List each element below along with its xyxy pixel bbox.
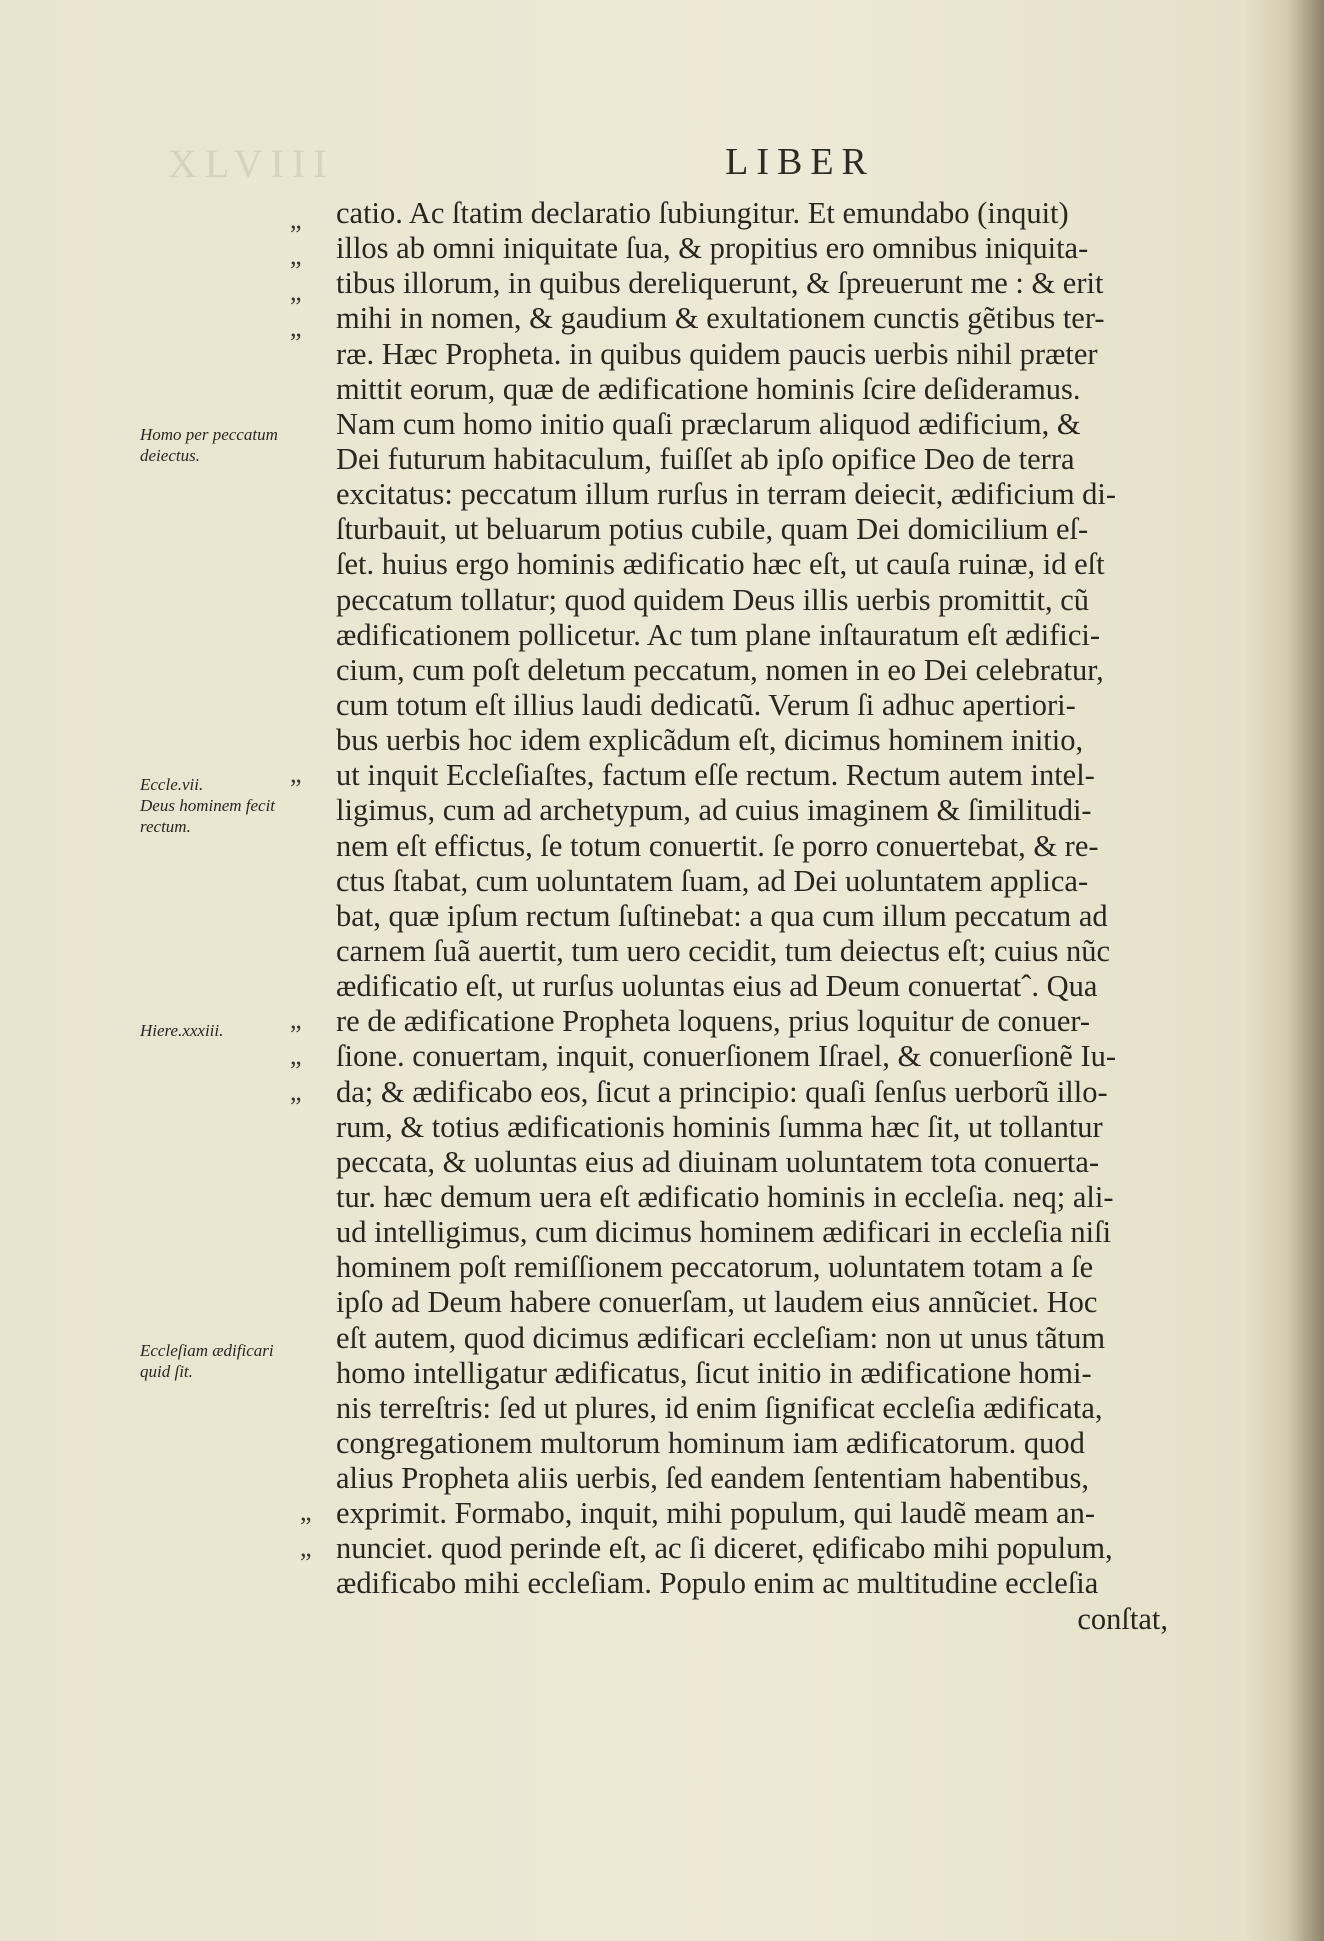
- text-line: cium, cum poſt deletum peccatum, nomen in eo Dei celebratur,: [336, 652, 1104, 687]
- text-line: catio. Ac ſtatim declaratio ſubiungitur. Et emundabo (inquit): [336, 196, 1069, 230]
- text-line: ligimus, cum ad archetypum, ad cuius imaginem & ſimilitudi-: [336, 793, 1092, 828]
- quote-mark: ”: [290, 328, 302, 357]
- text-line: alius Propheta aliis uerbis, ſed eandem ſententiam habentibus,: [336, 1461, 1089, 1496]
- text-line: homo intelligatur ædificatus, ſicut initio in ædificatione homi-: [336, 1355, 1092, 1390]
- quote-mark: ”: [290, 220, 302, 249]
- text-line: mihi in nomen, & gaudium & exultationem cunctis gẽtibus ter-: [336, 301, 1105, 336]
- text-line: ipſo ad Deum habere conuerſam, ut laudem eius annũciet. Hoc: [336, 1285, 1098, 1320]
- text-line: congregationem multorum hominum iam ædificatorum. quod: [336, 1425, 1085, 1460]
- text-line: nem eſt effictus, ſe totum conuertit. ſe porro conuertebat, & re-: [336, 828, 1099, 863]
- quote-mark: ”: [290, 292, 302, 321]
- text-line: ſturbauit, ut beluarum potius cubile, quam Dei domicilium eſ-: [336, 512, 1089, 547]
- marginal-note-line: quid ſit.: [140, 1362, 193, 1381]
- text-line: da; & ædificabo eos, ſicut a principio: quaſi ſenſus uerborũ illo-: [336, 1074, 1108, 1109]
- text-line: excitatus: peccatum illum rurſus in terram deiecit, ædificium di-: [336, 477, 1117, 512]
- marginal-note-line: deiectus.: [140, 446, 200, 465]
- show-through-header: XLVIII: [168, 141, 335, 186]
- text-line: ſione. conuertam, inquit, conuerſionem Iſrael, & conuerſionẽ Iu-: [336, 1039, 1117, 1074]
- text-line: ctus ſtabat, cum uoluntatem ſuam, ad Dei uoluntatem applica-: [336, 863, 1089, 898]
- text-line: mittit eorum, quæ de ædificatione hominis ſcire deſideramus.: [336, 371, 1081, 406]
- quote-mark: ”: [290, 256, 302, 285]
- text-line: ædificabo mihi eccleſiam. Populo enim ac multitudine eccleſia: [336, 1566, 1099, 1601]
- text-line: ſet. huius ergo hominis ædificatio hæc eſt, ut cauſa ruinæ, id eſt: [336, 547, 1105, 582]
- text-line: cum totum eſt illius laudi dedicatũ. Verum ſi adhuc apertiori-: [336, 687, 1076, 722]
- text-line: Dei futurum habitaculum, fuiſſet ab ipſo opifice Deo de terra: [336, 441, 1075, 476]
- body-text: [336, 196, 1256, 1637]
- text-line: Nam cum homo initio quaſi præclarum aliquod ædificium, &: [336, 406, 1081, 441]
- text-line: bat, quæ ipſum rectum ſuſtinebat: a qua cum illum peccatum ad: [336, 898, 1108, 933]
- marginal-note-ecclesiam: [140, 1340, 320, 1382]
- text-line: tur. hæc demum uera eſt ædificatio hominis in eccleſia. neq; ali-: [336, 1179, 1114, 1214]
- text-line: carnem ſuã auertit, tum uero cecidit, tum deiectus eſt; cuius nũc: [336, 933, 1111, 968]
- text-line: exprimit. Formabo, inquit, mihi populum, qui laudẽ meam an-: [336, 1496, 1096, 1531]
- marginal-note-line: Eccleſiam ædificari: [140, 1341, 274, 1360]
- quote-mark: ”: [300, 1512, 312, 1541]
- catchword: conſtat,: [1077, 1601, 1168, 1636]
- text-line: ædificatio eſt, ut rurſus uoluntas eius ad Deum conuertatˆ. Qua: [336, 969, 1098, 1004]
- text-line: ædificationem pollicetur. Ac tum plane inſtauratum eſt ædifici-: [336, 617, 1101, 652]
- text-line: peccatum tollatur; quod quidem Deus illis uerbis promittit, cũ: [336, 582, 1090, 617]
- quote-mark: ”: [290, 1092, 302, 1121]
- text-line: peccata, & uoluntas eius ad diuinam uoluntatem tota conuerta-: [336, 1144, 1100, 1179]
- text-line: rum, & totius ædificationis hominis ſumma hæc ſit, ut tollantur: [336, 1109, 1103, 1144]
- marginal-note-line: Eccle.vii.: [140, 775, 204, 794]
- text-line: hominem poſt remiſſionem peccatorum, uoluntatem totam a ſe: [336, 1250, 1094, 1285]
- text-line: illos ab omni iniquitate ſua, & propitius ero omnibus iniquita-: [336, 231, 1089, 266]
- marginal-note-line: Homo per peccatum: [140, 425, 278, 444]
- text-line: ræ. Hæc Propheta. in quibus quidem paucis uerbis nihil præter: [336, 336, 1098, 371]
- marginal-note-line: rectum.: [140, 817, 191, 836]
- text-line: bus uerbis hoc idem explicãdum eſt, dicimus hominem initio,: [336, 723, 1084, 758]
- quote-mark: ”: [290, 774, 302, 803]
- text-line: ud intelligimus, cum dicimus hominem ædificari in eccleſia niſi: [336, 1215, 1112, 1250]
- text-line: tibus illorum, in quibus dereliquerunt, & ſpreuerunt me : & erit: [336, 266, 1104, 301]
- marginal-note-line: Deus hominem fecit: [140, 796, 276, 815]
- text-line: re de ædificatione Propheta loquens, prius loquitur de conuer-: [336, 1004, 1091, 1039]
- marginal-note-line: Hiere.xxxiii.: [140, 1021, 224, 1040]
- quote-mark: ”: [300, 1548, 312, 1577]
- quote-mark: ”: [290, 1056, 302, 1085]
- text-line: ut inquit Eccleſiaſtes, factum eſſe rectum. Rectum autem intel-: [336, 758, 1095, 793]
- quote-mark: ”: [290, 1020, 302, 1049]
- running-header: LIBER: [725, 141, 875, 183]
- text-line: eſt autem, quod dicimus ædificari eccleſiam: non ut unus tãtum: [336, 1320, 1106, 1355]
- marginal-note-homo: [140, 424, 320, 466]
- text-line: nis terreſtris: ſed ut plures, id enim ſignificat eccleſia ædificata,: [336, 1390, 1103, 1425]
- text-line: nunciet. quod perinde eſt, ac ſi diceret, ędificabo mihi populum,: [336, 1531, 1113, 1566]
